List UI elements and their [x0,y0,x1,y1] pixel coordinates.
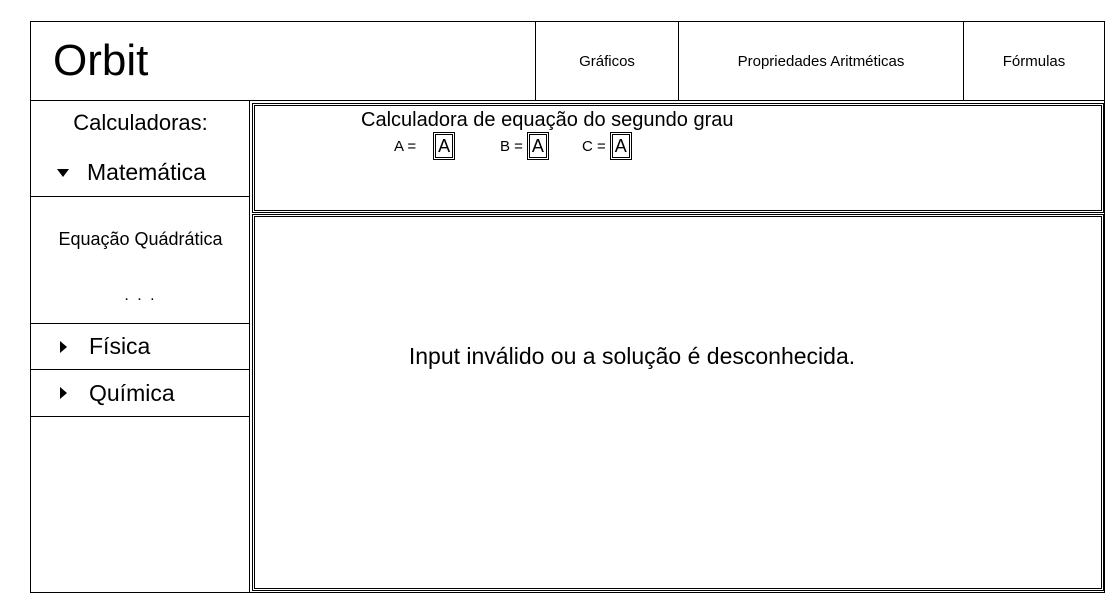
sidebar-category-matematica[interactable] [31,149,250,197]
tab-propriedades-aritmeticas[interactable]: Propriedades Aritméticas [678,22,963,100]
tab-formulas[interactable]: Fórmulas [963,22,1104,100]
coefficient-b [500,132,549,160]
coefficient-c-input[interactable] [610,132,632,160]
coefficient-a-label: A = [394,137,417,155]
sidebar-category-fisica[interactable] [31,323,250,370]
result-panel [252,214,1104,591]
sidebar-category-label: Química [89,379,175,406]
coefficient-c [582,132,632,160]
coefficient-b-input[interactable] [527,132,549,160]
coefficient-a [394,132,455,160]
header [31,22,1104,101]
coefficient-a-input[interactable] [433,132,455,160]
coefficient-c-label: C = [582,137,606,155]
calculator-title: Calculadora de equação do segundo grau [361,109,734,131]
sidebar-more-items: . . . [124,287,157,304]
calculator-input-panel [252,103,1104,213]
coefficient-b-label: B = [500,137,523,155]
caret-right-icon [60,341,67,353]
sidebar-title: Calculadoras: [73,110,208,135]
result-message: Input inválido ou a solução é desconhecida. [408,343,856,369]
sidebar-item-equacao-quadratica[interactable]: Equação Quádrática [58,229,223,249]
sidebar-category-quimica[interactable] [31,370,250,417]
sidebar-category-label: Matemática [87,159,206,185]
app-logo[interactable]: Orbit [53,36,149,85]
sidebar [31,101,250,592]
tab-graficos[interactable]: Gráficos [535,22,678,100]
sidebar-category-label: Física [89,333,151,359]
caret-down-icon [57,169,69,177]
app-window [30,21,1105,593]
caret-right-icon [60,387,67,399]
